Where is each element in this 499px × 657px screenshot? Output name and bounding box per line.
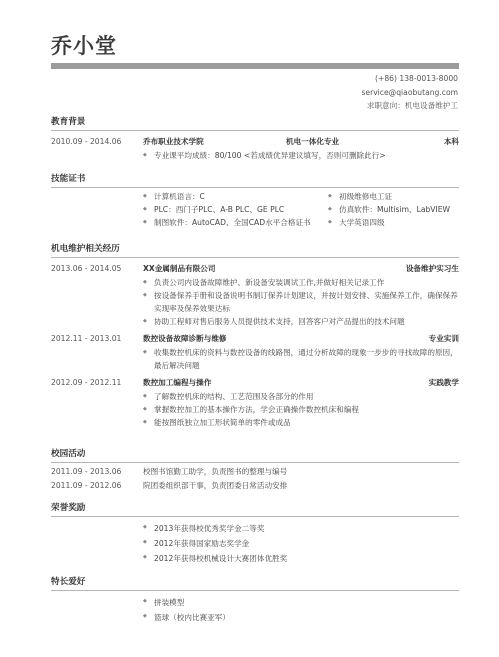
email-address: service@qiaobutang.com (361, 87, 458, 97)
awards-title: 荣誉奖励 (51, 502, 459, 517)
education-date: 2010.09 - 2014.06 (51, 137, 122, 146)
experience-role: 专业实训 (428, 334, 459, 344)
list-item: ◆ 收集数控机床的资料与数控设备的线路图，通过分析故障的现象一步步的寻找故障的原因，最后解决问题 (143, 346, 459, 372)
list-item: ◆ 能按图纸独立加工形状简单的零件或成品 (143, 416, 459, 429)
experience-entry-head (51, 262, 459, 276)
campus-section (51, 448, 459, 492)
campus-list (51, 465, 459, 492)
experience-section (51, 243, 459, 429)
hobbies-section (51, 576, 459, 625)
experience-bullets (51, 346, 459, 372)
experience-bullets (51, 276, 459, 329)
experience-org: 数控加工编程与操作 (143, 378, 212, 388)
experience-entry-head (51, 332, 459, 346)
list-item: ◆ 制图软件：AutoCAD、全国CAD水平合格证书 (143, 216, 328, 229)
awards-bullets (51, 521, 459, 566)
campus-date: 2011.09 - 2012.06 (51, 480, 122, 490)
education-bullets (51, 149, 459, 162)
campus-text: 校图书馆勤工助学，负责图书的整理与编号 (143, 467, 288, 476)
skills-title: 技能证书 (51, 173, 459, 188)
awards-section (51, 502, 459, 566)
skills-left-column (143, 190, 328, 230)
experience-role: 设备维护实习生 (405, 264, 459, 273)
experience-role: 实践教学 (428, 378, 459, 388)
list-item: ◆ 掌握数控加工的基本操作方法，学会正确操作数控机床和编程 (143, 403, 459, 416)
major-name: 机电一体化专业 (286, 137, 340, 146)
list-item: ◆ 2012年获得校机械设计大赛团体优胜奖 (143, 551, 459, 566)
experience-org: XX金属制品有限公司 (143, 264, 216, 273)
list-item: ◆ 按设备保养手册和设备说明书制订保养计划建议，并按计划安排、实施保养工作，确保保养实现率及保养效果达标 (143, 289, 459, 315)
campus-entry (51, 465, 459, 479)
list-item: ◆ 专业课平均成绩：80/100 <若成绩优异建议填写，否则可删除此行> (143, 149, 459, 162)
experience-title: 机电维护相关经历 (51, 243, 459, 258)
experience-entry-1 (51, 332, 459, 372)
experience-entry-head (51, 376, 459, 390)
list-item: ◆ 协助工程师对售后服务人员提供技术支持，回答客户对产品提出的技术问题 (143, 315, 459, 328)
experience-date: 2012.09 - 2012.11 (51, 378, 122, 388)
education-section (51, 116, 459, 162)
candidate-name: 乔小堂 (51, 34, 117, 58)
school-name: 乔布职业技术学院 (143, 137, 204, 146)
hobbies-title: 特长爱好 (51, 576, 459, 591)
list-item: ◆ 篮球（校内比赛亚军） (143, 610, 459, 625)
campus-entry (51, 479, 459, 493)
degree: 本科 (443, 137, 459, 146)
campus-title: 校园活动 (51, 448, 459, 463)
campus-date: 2011.09 - 2013.06 (51, 467, 122, 476)
hobbies-bullets (51, 595, 459, 625)
list-item: ◆ PLC：西门子PLC、A-B PLC、GE PLC (143, 203, 328, 216)
list-item: ◆ 仿真软件：Multisim、LabVIEW (328, 203, 459, 216)
list-item: ◆ 负责公司内设备故障维护、新设备安装调试工作,并做好相关记录工作 (143, 276, 459, 289)
list-item: ◆ 大学英语四级 (328, 216, 459, 229)
phone-number: (+86) 138-0013-8000 (375, 74, 458, 83)
list-item: ◆ 拼装模型 (143, 595, 459, 610)
skills-section (51, 173, 459, 230)
list-item: ◆ 2013年获得校优秀奖学金二等奖 (143, 521, 459, 536)
job-objective: 求职意向：机电设备维护工 (366, 101, 458, 110)
education-entry (51, 135, 459, 149)
experience-entry-0 (51, 262, 459, 328)
skills-right-column (328, 190, 459, 230)
list-item: ◆ 了解数控机床的结构、工艺范围及各部分的作用 (143, 390, 459, 403)
experience-entry-2 (51, 376, 459, 429)
experience-date: 2012.11 - 2013.01 (51, 334, 122, 344)
header-divider-bar (51, 63, 459, 69)
contact-block (361, 72, 458, 113)
experience-date: 2013.06 - 2014.05 (51, 264, 122, 273)
campus-text: 院团委组织部干事，负责团委日常活动安排 (143, 480, 288, 490)
list-item: ◆ 初级维修电工证 (328, 190, 459, 203)
list-item: ◆ 2012年获得国家励志奖学金 (143, 536, 459, 551)
skills-grid (51, 190, 459, 230)
list-item: ◆ 计算机语言：C (143, 190, 328, 203)
experience-org: 数控设备故障诊断与维修 (143, 334, 227, 344)
education-title: 教育背景 (51, 116, 459, 131)
experience-bullets (51, 390, 459, 430)
